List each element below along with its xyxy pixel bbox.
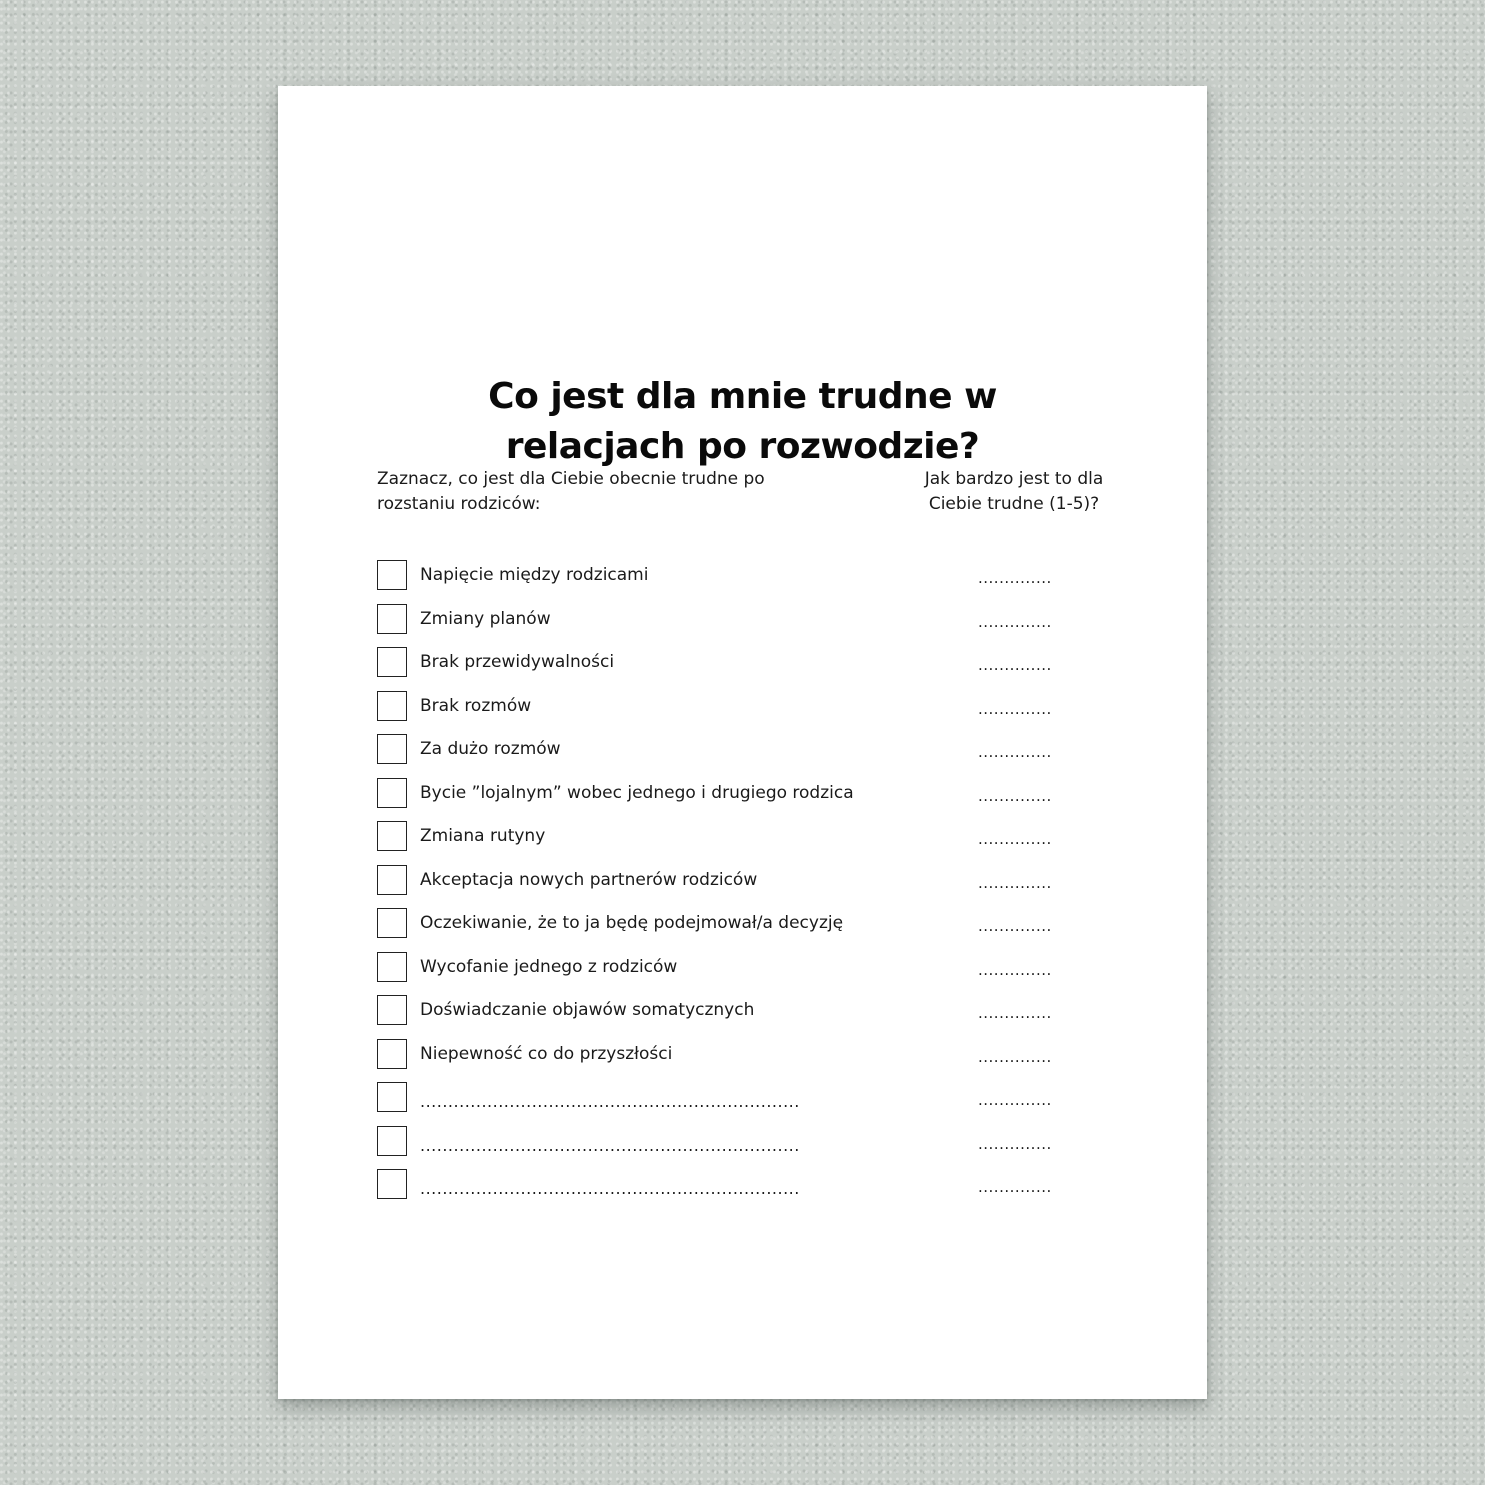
checklist-item-label: Brak przewidywalności [420, 652, 615, 672]
worksheet-page [278, 86, 1207, 1399]
checklist-item [377, 1082, 1097, 1126]
rating-blank: .............. [978, 830, 1052, 848]
checklist-item [377, 1126, 1097, 1170]
checkbox[interactable] [377, 995, 407, 1025]
rating-blank: .............. [978, 917, 1052, 935]
checkbox[interactable] [377, 604, 407, 634]
checklist-item-label: Niepewność co do przyszłości [420, 1043, 673, 1064]
checklist-item-label: Brak rozmów [420, 695, 532, 716]
checklist-item-label: .................................................................... [420, 1135, 800, 1155]
checklist-item-label: Akceptacja nowych partnerów rodziców [420, 869, 758, 890]
checklist-item [377, 778, 1097, 822]
title-line-1: Co jest dla mnie trudne w [488, 376, 997, 418]
checklist-item [377, 821, 1097, 865]
checklist-item [377, 1169, 1097, 1213]
title-line-2: relacjach po rozwodzie? [505, 426, 980, 468]
checklist-item-label: Wycofanie jednego z rodziców [420, 956, 678, 977]
rating-blank: .............. [978, 960, 1052, 979]
checklist-item-label: Zmiany planów [420, 608, 551, 629]
instruction-line-2: rozstaniu rodziców: [377, 494, 541, 514]
rating-blank: .............. [978, 1178, 1052, 1196]
rating-blank: .............. [978, 656, 1052, 674]
checklist [377, 560, 1097, 1213]
checklist-item-label: Bycie ”lojalnym” wobec jednego i drugiego rodzica [420, 782, 854, 803]
checkbox[interactable] [377, 865, 407, 895]
rating-blank: .............. [978, 1047, 1052, 1066]
checklist-item-label: Oczekiwanie, że to ja będę podejmował/a decyzję [420, 913, 844, 933]
checklist-item [377, 560, 1097, 604]
checkbox[interactable] [377, 1039, 407, 1069]
checklist-item [377, 647, 1097, 691]
rating-blank: .............. [978, 1004, 1052, 1022]
checklist-item [377, 952, 1097, 996]
rating-column-header [903, 467, 1125, 517]
rating-blank: .............. [978, 1091, 1052, 1109]
checklist-item-label: Napięcie między rodzicami [420, 565, 649, 585]
checkbox[interactable] [377, 1169, 407, 1199]
instruction-line-1: Zaznacz, co jest dla Ciebie obecnie trudne po [377, 469, 765, 489]
checklist-item-label: .................................................................... [420, 1092, 800, 1111]
checklist-item [377, 908, 1097, 952]
rating-header-line-2: Ciebie trudne (1-5)? [928, 494, 1100, 514]
page-title [278, 372, 1207, 472]
rating-blank: .............. [978, 699, 1052, 718]
checkbox[interactable] [377, 691, 407, 721]
rating-header-line-1: Jak bardzo jest to dla [924, 469, 1104, 489]
checkbox[interactable] [377, 647, 407, 677]
rating-blank: .............. [978, 612, 1052, 631]
rating-blank: .............. [978, 873, 1052, 892]
checkbox[interactable] [377, 778, 407, 808]
checklist-item-label: Zmiana rutyny [420, 826, 546, 846]
checklist-item-label: Doświadczanie objawów somatycznych [420, 1000, 755, 1020]
instruction-text [377, 467, 797, 517]
checkbox[interactable] [377, 952, 407, 982]
checkbox[interactable] [377, 1082, 407, 1112]
checklist-item [377, 691, 1097, 735]
rating-blank: .............. [978, 786, 1052, 805]
rating-blank: .............. [978, 569, 1052, 587]
checkbox[interactable] [377, 821, 407, 851]
rating-blank: .............. [978, 1134, 1052, 1153]
checklist-item-label: .................................................................... [420, 1179, 800, 1198]
checklist-item-label: Za dużo rozmów [420, 739, 561, 759]
checklist-item [377, 865, 1097, 909]
rating-blank: .............. [978, 743, 1052, 761]
checklist-item [377, 995, 1097, 1039]
checkbox[interactable] [377, 908, 407, 938]
checkbox[interactable] [377, 560, 407, 590]
checkbox[interactable] [377, 734, 407, 764]
checklist-item [377, 604, 1097, 648]
checklist-item [377, 734, 1097, 778]
checklist-item [377, 1039, 1097, 1083]
checkbox[interactable] [377, 1126, 407, 1156]
